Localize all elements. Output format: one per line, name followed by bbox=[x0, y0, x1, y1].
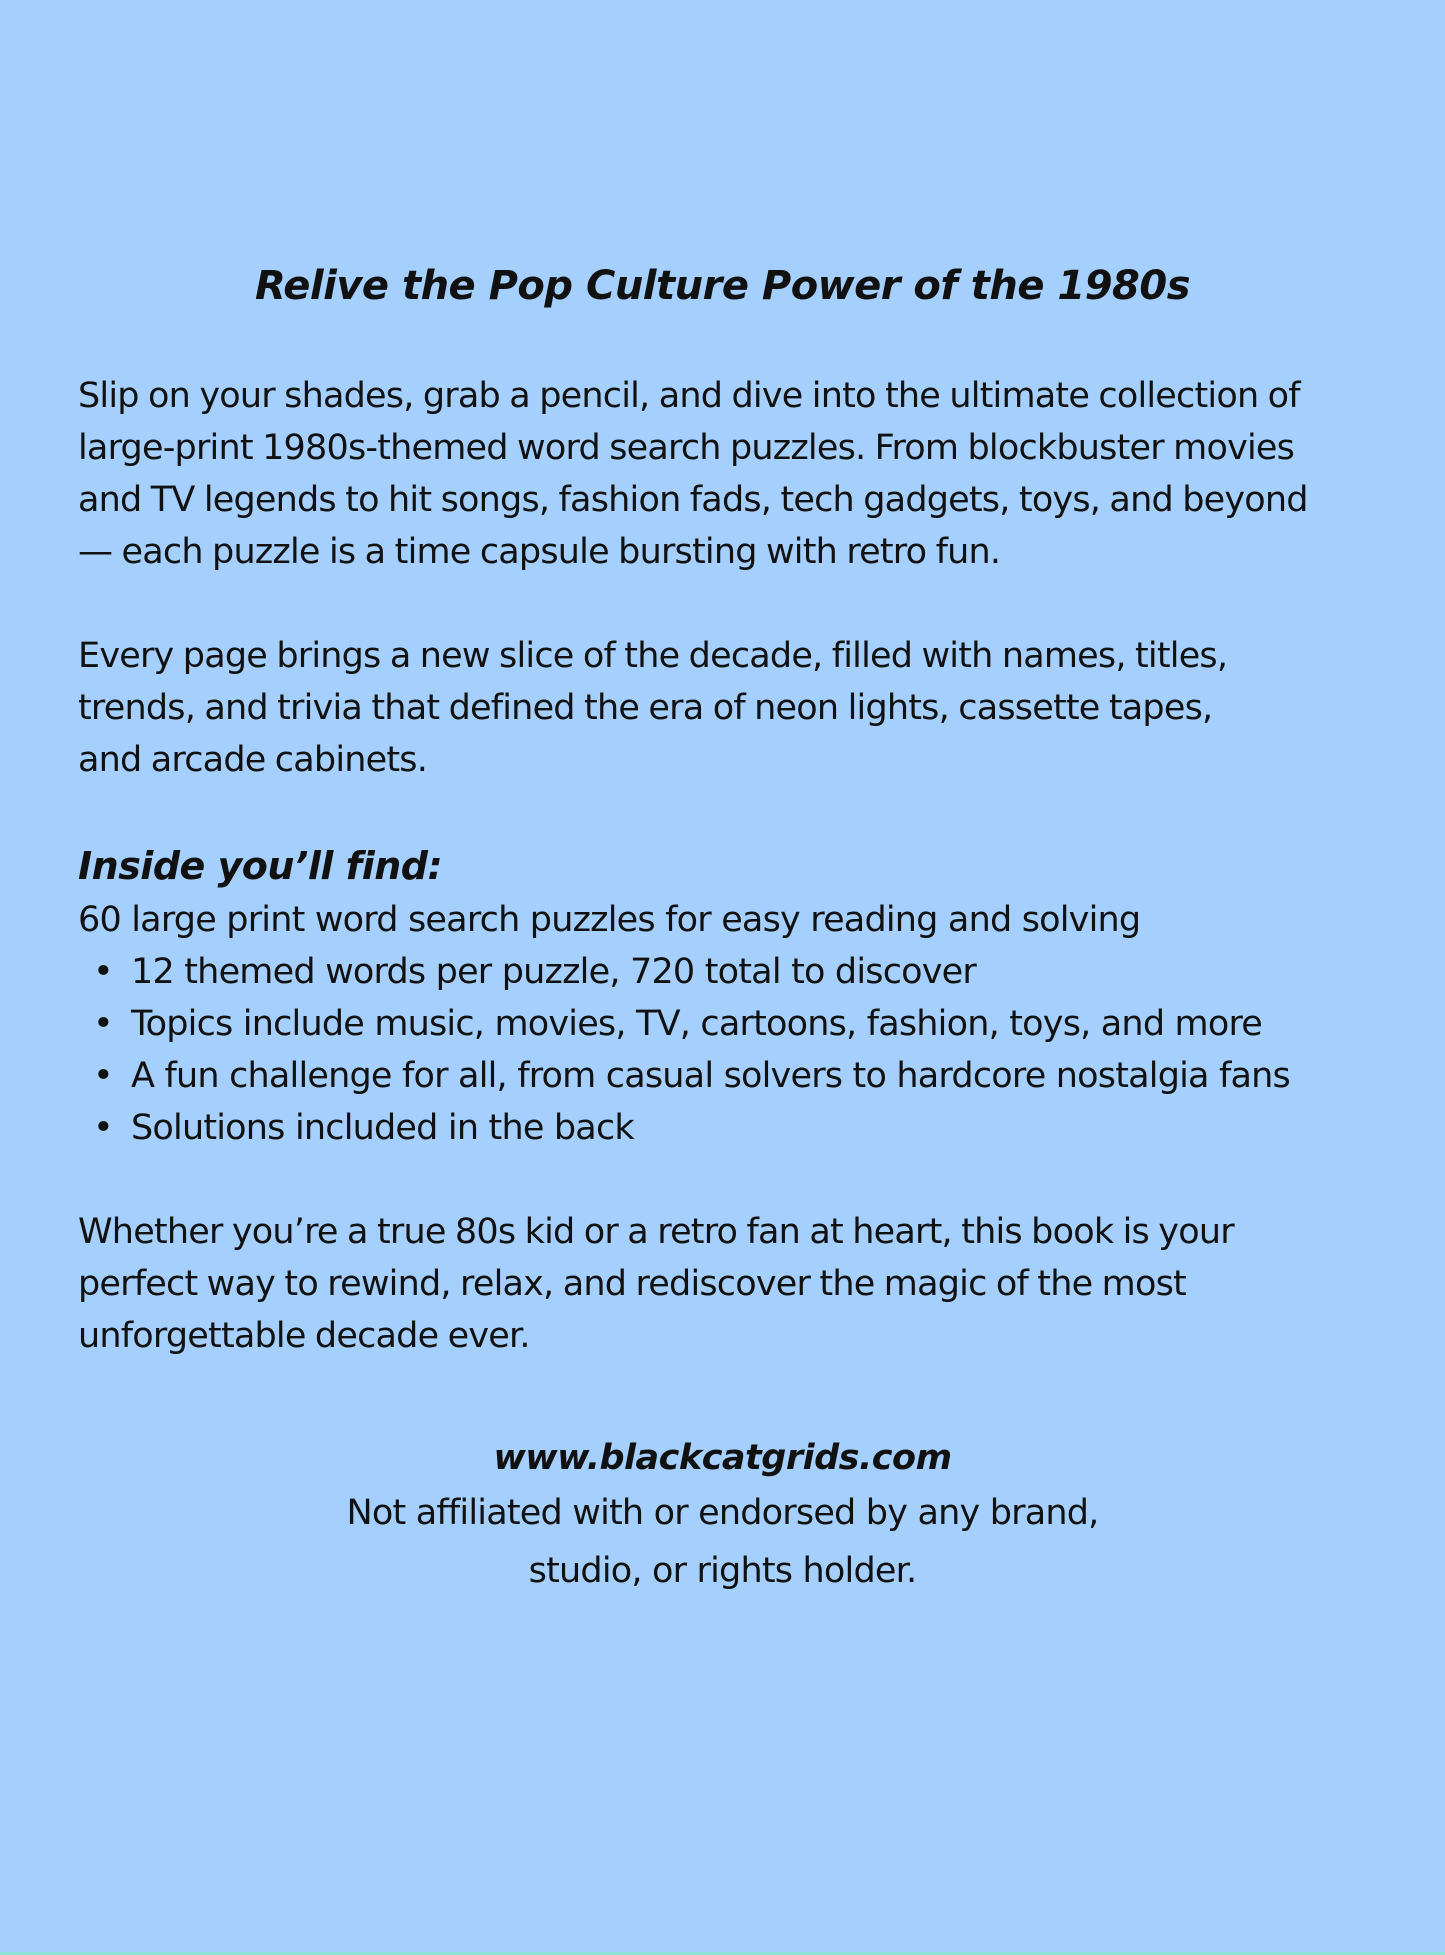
closing-line: perfect way to rewind, relax, and rediscover the magic of the most bbox=[78, 1264, 1186, 1304]
intro-line: Slip on your shades, grab a pencil, and dive into the ultimate collection of bbox=[78, 376, 1300, 416]
intro-paragraph bbox=[78, 370, 1378, 578]
decade-line: Every page brings a new slice of the decade, filled with names, titles, bbox=[78, 636, 1228, 676]
inside-heading: Inside you’ll find: bbox=[78, 844, 443, 888]
disclaimer bbox=[0, 1484, 1445, 1600]
feature-text: Solutions included in the back bbox=[131, 1108, 634, 1148]
page-title: Relive the Pop Culture Power of the 1980s bbox=[254, 263, 1191, 309]
website-url: www.blackcatgrids.com bbox=[493, 1438, 952, 1478]
closing-paragraph bbox=[78, 1206, 1378, 1362]
bullet-icon: • bbox=[93, 952, 113, 992]
disclaimer-line: Not affiliated with or endorsed by any brand, bbox=[346, 1493, 1099, 1533]
feature-text: Topics include music, movies, TV, cartoons, fashion, toys, and more bbox=[131, 1004, 1263, 1044]
bullet-icon: • bbox=[93, 1004, 113, 1044]
bullet-icon: • bbox=[93, 1056, 113, 1096]
decade-paragraph bbox=[78, 630, 1378, 786]
feature-text: 12 themed words per puzzle, 720 total to discover bbox=[131, 952, 976, 992]
feature-item bbox=[78, 998, 1378, 1050]
bullet-icon: • bbox=[93, 1108, 113, 1148]
description-body bbox=[78, 370, 1378, 1362]
intro-line: and TV legends to hit songs, fashion fads, tech gadgets, toys, and beyond bbox=[78, 480, 1308, 520]
decade-line: trends, and trivia that defined the era of neon lights, cassette tapes, bbox=[78, 688, 1213, 728]
decade-line: and arcade cabinets. bbox=[78, 740, 428, 780]
feature-list bbox=[78, 946, 1378, 1154]
feature-item bbox=[78, 1102, 1378, 1154]
intro-line: large-print 1980s-themed word search puzzles. From blockbuster movies bbox=[78, 428, 1295, 468]
footer bbox=[0, 1432, 1445, 1600]
feature-item bbox=[78, 1050, 1378, 1102]
closing-line: unforgettable decade ever. bbox=[78, 1316, 530, 1356]
feature-item bbox=[78, 946, 1378, 998]
disclaimer-line: studio, or rights holder. bbox=[528, 1551, 917, 1591]
closing-line: Whether you’re a true 80s kid or a retro fan at heart, this book is your bbox=[78, 1212, 1234, 1252]
inside-lead-text: 60 large print word search puzzles for easy reading and solving bbox=[78, 900, 1141, 940]
intro-line: — each puzzle is a time capsule bursting with retro fun. bbox=[78, 532, 1001, 572]
feature-text: A fun challenge for all, from casual solvers to hardcore nostalgia fans bbox=[131, 1056, 1290, 1096]
